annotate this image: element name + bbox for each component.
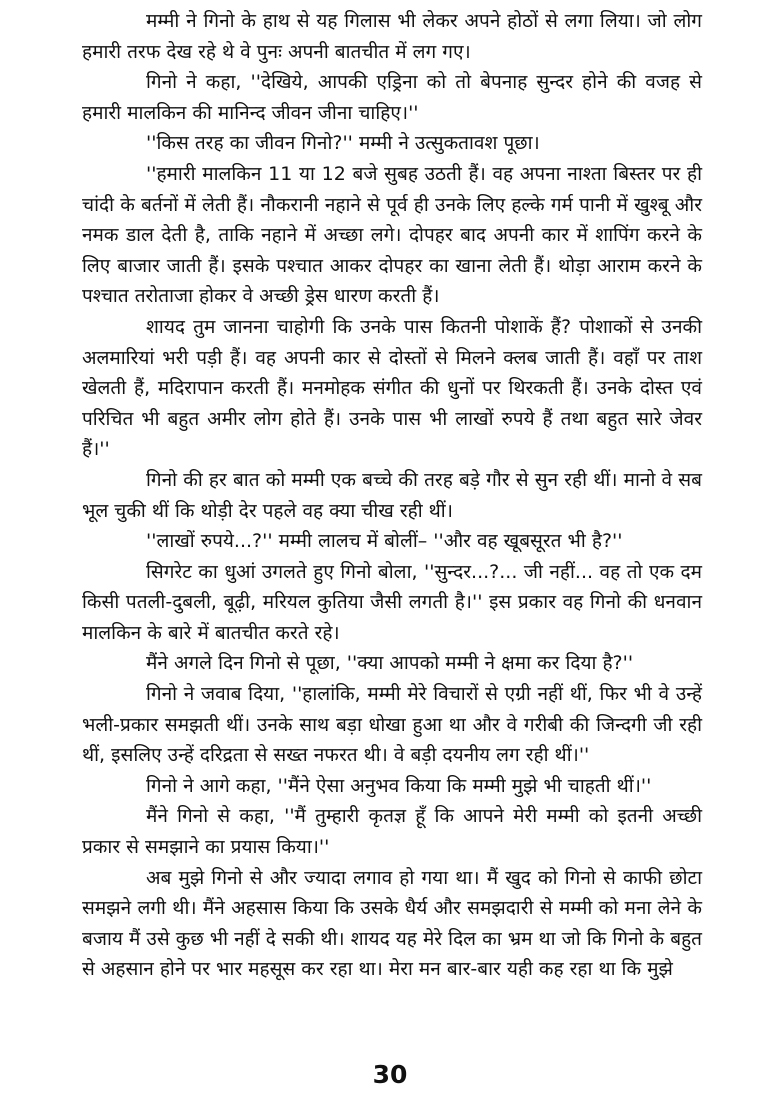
paragraph-12: मैंने गिनो से कहा, ''मैं तुम्हारी कृतज्ञ हूँ कि आपने मेरी मम्मी को इतनी अच्छी प्रकार से समझाने का प्रयास किया।'' [82,805,702,859]
body-text [82,6,702,985]
paragraph-1: मम्मी ने गिनो के हाथ से यह गिलास भी लेकर अपने होठों से लगा लिया। जो लोग हमारी तरफ देख रहे थे वे पुनः अपनी बातचीत में लग गए। [82,10,702,63]
paragraph-11: गिनो ने आगे कहा, ''मैंने ऐसा अनुभव किया कि मम्मी मुझे भी चाहती थीं।'' [146,774,652,797]
paragraph-10: गिनो ने जवाब दिया, ''हालांकि, मम्मी मेरे विचारों से एग्री नहीं थीं, फिर भी वे उन्हें भली-प्रकार समझती थीं। उनके साथ बड़ा धोखा हुआ था और वे गरीबी की जिन्दगी जी रही थीं, इसलिए उन्हें दरिद्रता से सख्त नफरत थी। वे बड़ी दयनीय लग रही थीं।'' [82,683,702,767]
paragraph-8: सिगरेट का धुआं उगलते हुए गिनो बोला, ''सुन्दर...?... जी नहीं... वह तो एक दम किसी पतली-दुबली, बूढ़ी, मरियल कुतिया जैसी लगती है।'' इस प्रकार वह गिनो की धनवान मालकिन के बारे में बातचीत करते रहे। [82,560,702,644]
paragraph-9: मैंने अगले दिन गिनो से पूछा, ''क्या आपको मम्मी ने क्षमा कर दिया है?'' [146,652,634,675]
paragraph-2: गिनो ने कहा, ''देखिये, आपकी एड्रिना को तो बेपनाह सुन्दर होने की वजह से हमारी मालकिन की मानिन्द जीवन जीना चाहिए।'' [82,71,702,124]
page-number: 30 [372,1060,408,1089]
paragraph-5: शायद तुम जानना चाहोगी कि उनके पास कितनी पोशाकें हैं? पोशाकों से उनकी अलमारियां भरी पड़ी हैं। वह अपनी कार से दोस्तों से मिलने क्लब जाती हैं। वहाँ पर ताश खेलती हैं, मदिरापान करती हैं। मनमोहक संगीत की धुनों पर थिरकती हैं। उनके दोस्त एवं परिचित भी बहुत अमीर लोग होते हैं। उनके पास भी लाखों रुपये हैं तथा बहुत सारे जेवर हैं।'' [82,315,702,461]
paragraph-7: ''लाखों रुपये...?'' मम्मी लालच में बोलीं– ''और वह खूबसूरत भी है?'' [146,530,623,553]
paragraph-4: ''हमारी मालकिन 11 या 12 बजे सुबह उठती हैं। वह अपना नाश्ता बिस्तर पर ही चांदी के बर्तनों में लेती हैं। नौकरानी नहाने से पूर्व ही उनके लिए हल्के गर्म पानी में खुश्बू और नमक डाल देती है, ताकि नहाने में अच्छा लगे। दोपहर बाद अपनी कार में शापिंग करने के लिए बाजार जाती हैं। इसके पश्चात आकर दोपहर का खाना लेती हैं। थोड़ा आराम करने के पश्चात तरोताजा होकर वे अच्छी ड्रेस धारण करती हैं। [82,162,702,308]
paragraph-3: ''किस तरह का जीवन गिनो?'' मम्मी ने उत्सुकतावश पूछा। [146,132,540,155]
paragraph-6: गिनो की हर बात को मम्मी एक बच्चे की तरह बड़े गौर से सुन रही थीं। मानो वे सब भूल चुकी थीं कि थोड़ी देर पहले वह क्या चीख रही थीं। [82,468,702,522]
paragraph-13: अब मुझे गिनो से और ज्यादा लगाव हो गया था। मैं खुद को गिनो से काफी छोटा समझने लगी थी। मैंने अहसास किया कि उसके धैर्य और समझदारी से मम्मी को मना लेने के बजाय मैं उसे कुछ भी नहीं दे सकी थी। शायद यह मेरे दिल का भ्रम था जो कि गिनो के बहुत से अहसान होने पर भार महसूस कर रहा था। मेरा मन बार-बार यही कह रहा था कि मुझे [82,866,702,981]
